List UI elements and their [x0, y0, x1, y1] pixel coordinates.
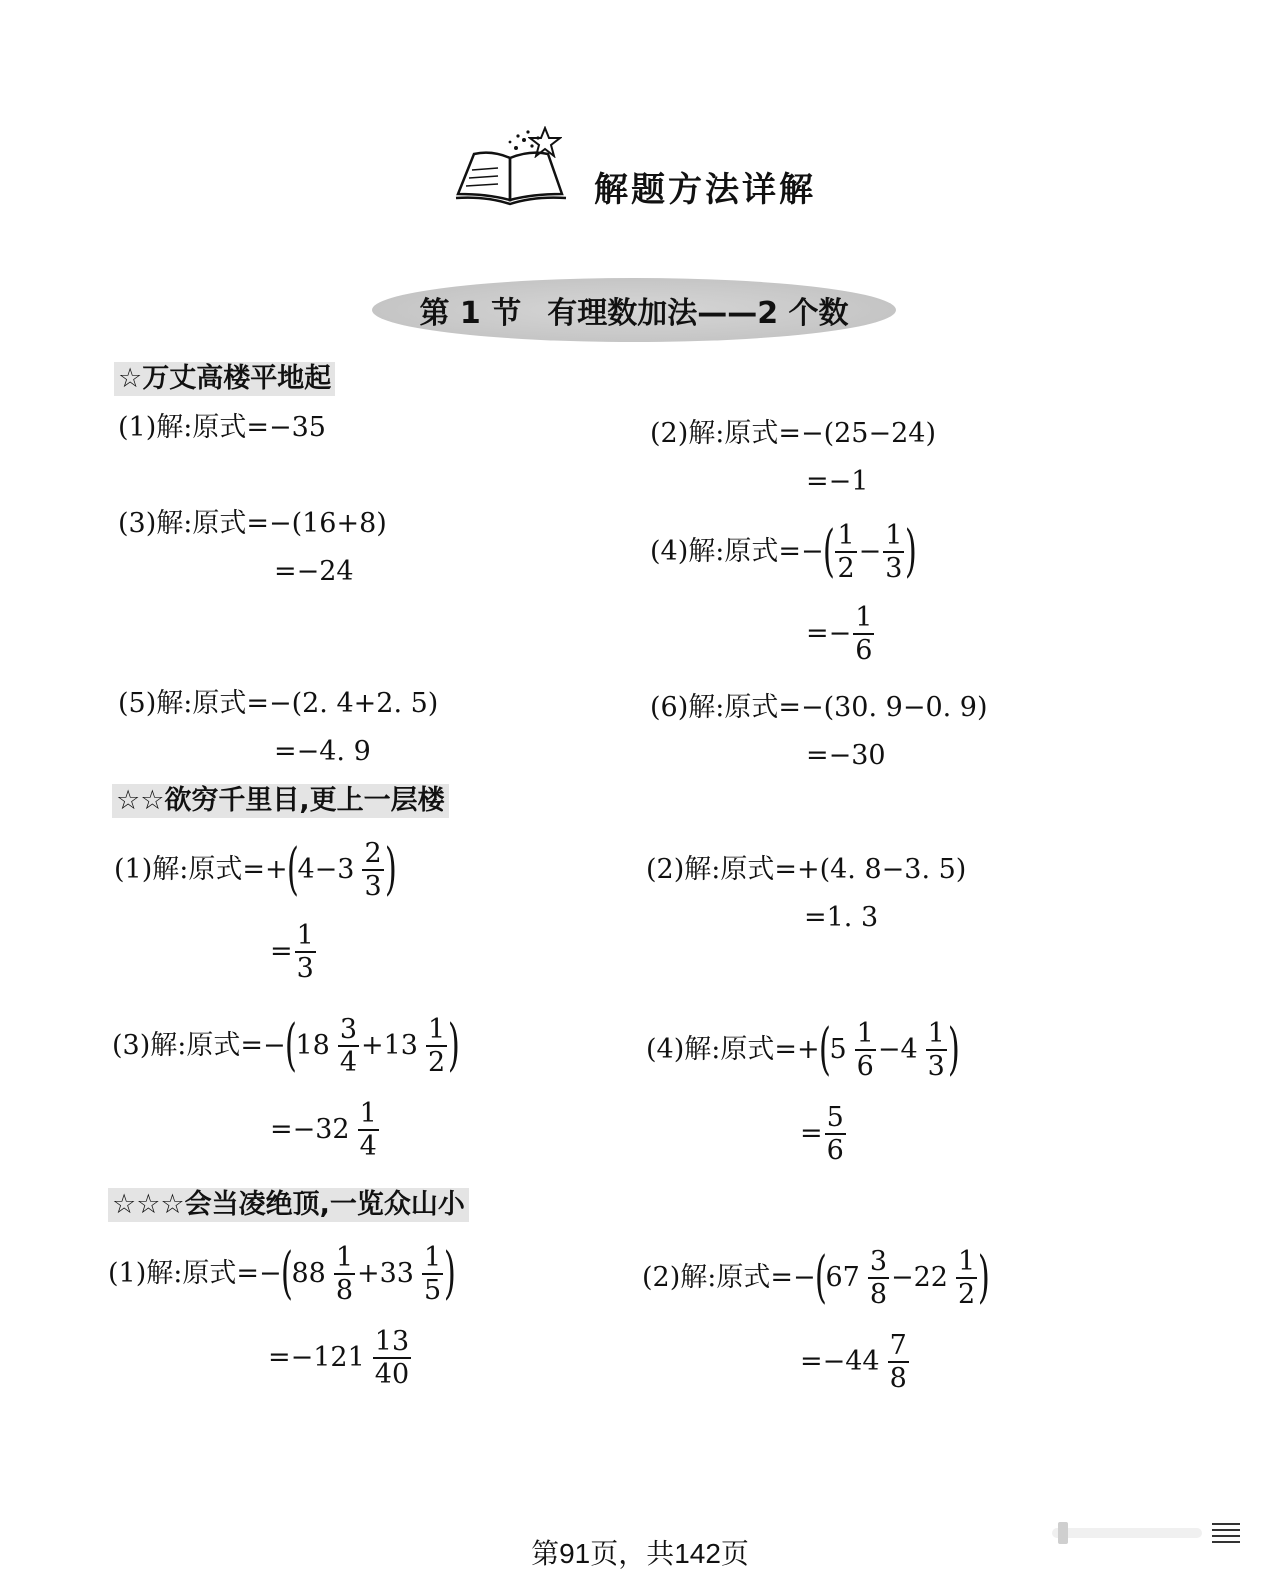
- l1-problem-3-result: =−24: [274, 556, 354, 587]
- page-indicator: 第91页，共142页: [531, 1538, 749, 1569]
- section-number: 第 1 节: [419, 296, 522, 331]
- l1-problem-2-result: =−1: [806, 466, 869, 497]
- section-name: 有理数加法——2 个数: [547, 296, 849, 331]
- level-heading-2: ☆☆欲穷千里目,更上一层楼: [112, 784, 449, 818]
- l3-problem-2: (2)解:原式 =− ( 67 $\frac{3}{8}$ −22 $\frac{1}{2}$ ): [642, 1245, 991, 1310]
- l2-problem-1: (1)解:原式 =+ ( 4−3 $\frac{2}{3}$ ): [114, 837, 397, 902]
- l1-problem-3: (3)解:原式 =−(16+8): [118, 508, 387, 539]
- l3-problem-2-result: =−44 $\frac{7}{8}$: [800, 1330, 907, 1394]
- l1-problem-5: (5)解:原式 =−(2. 4+2. 5): [118, 688, 439, 719]
- l2-problem-4-result: = $\frac{5}{6}$: [800, 1102, 844, 1166]
- l2-problem-3: (3)解:原式 =− ( 18 $\frac{3}{4}$ +13 $\frac{1}{2}$ ): [112, 1013, 461, 1078]
- l1-problem-6: (6)解:原式 =−(30. 9−0. 9): [650, 692, 988, 723]
- l2-problem-4: (4)解:原式 =+ ( 5 $\frac{1}{6}$ −4 $\frac{1}{3}$ ): [646, 1017, 960, 1082]
- l2-problem-1-result: = $\frac{1}{3}$: [270, 920, 314, 984]
- l3-problem-1-result: =−121 $\frac{13}{40}$: [268, 1326, 410, 1390]
- l1-problem-2: (2)解:原式 =−(25−24): [650, 418, 936, 449]
- l2-problem-2-result: =1. 3: [804, 902, 879, 933]
- hamburger-menu-icon[interactable]: [1052, 1520, 1242, 1546]
- l2-problem-2: (2)解:原式 =+(4. 8−3. 5): [646, 854, 967, 885]
- l1-problem-1: (1)解:原式 =−35: [118, 412, 326, 443]
- l3-problem-1: (1)解:原式 =− ( 88 $\frac{1}{8}$ +33 $\frac{1}{5}$ ): [108, 1241, 457, 1306]
- l2-problem-3-result: =−32 $\frac{1}{4}$: [270, 1098, 377, 1162]
- l1-problem-4: (4)解:原式 =− ( $\frac{1}{2}$ − $\frac{1}{3}$ ): [650, 519, 918, 584]
- level-heading-1: ☆万丈高楼平地起: [114, 362, 335, 396]
- level-heading-3: ☆☆☆会当凌绝顶,一览众山小: [108, 1188, 469, 1222]
- l1-problem-5-result: =−4. 9: [274, 736, 371, 767]
- l1-problem-6-result: =−30: [806, 740, 886, 771]
- star-icon: [528, 126, 562, 158]
- page-title: 解题方法详解: [594, 170, 816, 210]
- l1-problem-4-result: =− $\frac{1}{6}$: [806, 602, 873, 666]
- section-banner: [372, 278, 896, 342]
